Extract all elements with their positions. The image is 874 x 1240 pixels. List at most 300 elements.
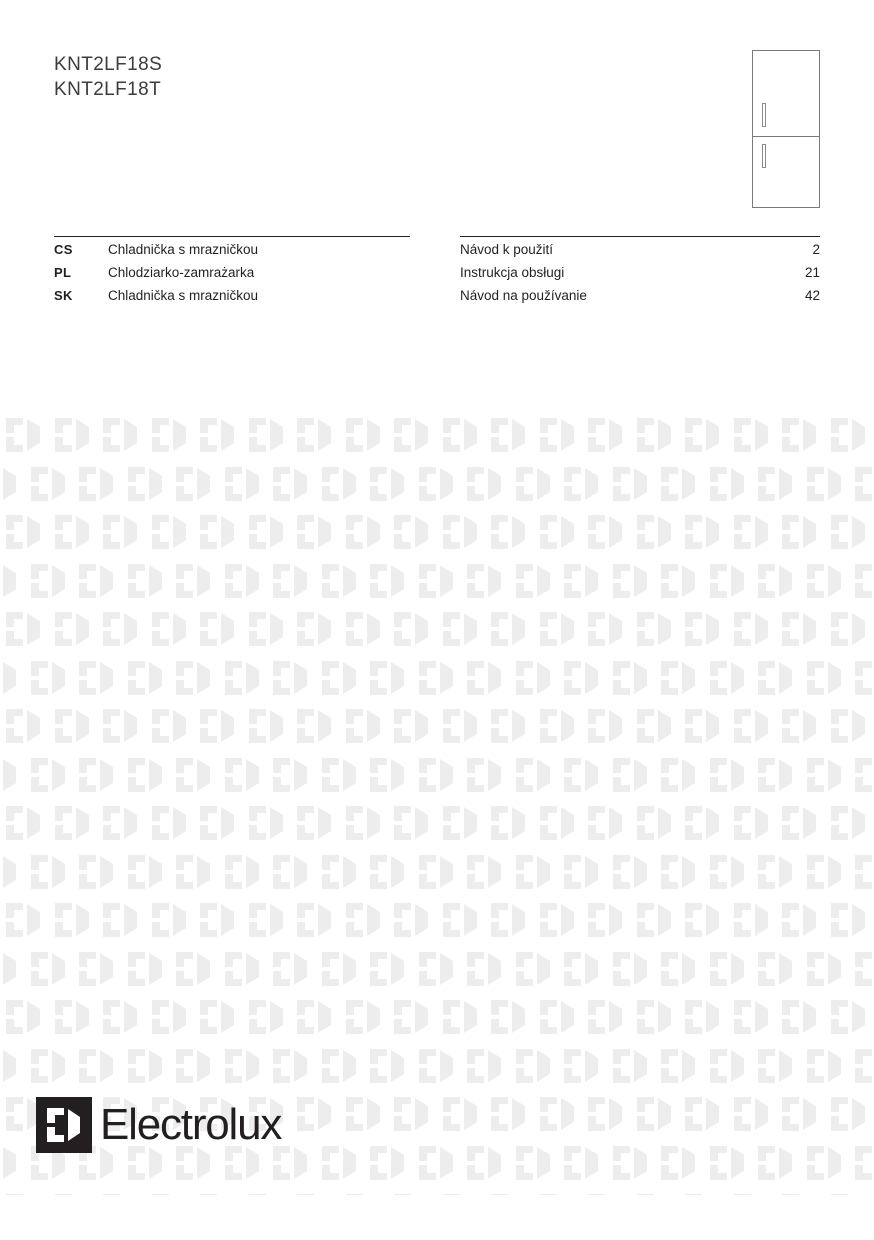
electrolux-mark-icon	[413, 561, 462, 605]
electrolux-mark-icon	[728, 900, 777, 944]
electrolux-mark-icon	[607, 658, 656, 702]
electrolux-mark-icon	[849, 949, 874, 993]
electrolux-mark-icon	[146, 415, 195, 459]
electrolux-mark-icon	[146, 706, 195, 750]
electrolux-mark-icon	[388, 997, 437, 1041]
electrolux-mark-icon	[607, 464, 656, 508]
language-name: Chlodziarko-zamrażarka	[108, 265, 255, 280]
electrolux-mark-icon	[49, 803, 98, 847]
electrolux-mark-icon	[0, 803, 49, 847]
electrolux-mark-icon	[291, 1094, 340, 1138]
electrolux-mark-icon	[97, 706, 146, 750]
electrolux-mark-icon	[364, 852, 413, 896]
electrolux-mark-icon	[49, 1191, 98, 1195]
electrolux-mark-icon	[316, 852, 365, 896]
electrolux-mark-icon	[413, 1143, 462, 1187]
electrolux-mark-icon	[825, 803, 874, 847]
electrolux-mark-icon	[49, 706, 98, 750]
electrolux-mark-icon	[122, 1046, 171, 1090]
electrolux-mark-icon	[776, 609, 825, 653]
electrolux-mark-icon	[752, 852, 801, 896]
electrolux-mark-icon	[25, 852, 74, 896]
electrolux-mark-icon	[122, 658, 171, 702]
watermark-row	[0, 1191, 874, 1195]
electrolux-mark-icon	[219, 658, 268, 702]
electrolux-mark-icon	[340, 512, 389, 556]
electrolux-mark-icon	[25, 561, 74, 605]
watermark-pattern	[0, 415, 874, 1195]
electrolux-mark-icon	[364, 1143, 413, 1187]
electrolux-mark-icon	[146, 512, 195, 556]
watermark-row	[0, 609, 874, 658]
electrolux-mark-icon	[0, 512, 49, 556]
electrolux-mark-icon	[679, 609, 728, 653]
electrolux-mark-icon	[437, 609, 486, 653]
electrolux-mark-icon	[752, 1046, 801, 1090]
electrolux-mark-icon	[97, 997, 146, 1041]
watermark-row	[0, 997, 874, 1046]
electrolux-mark-icon	[364, 561, 413, 605]
electrolux-mark-icon	[752, 755, 801, 799]
electrolux-mark-icon	[267, 658, 316, 702]
electrolux-mark-icon	[704, 658, 753, 702]
electrolux-mark-icon	[461, 852, 510, 896]
electrolux-mark-icon	[776, 1094, 825, 1138]
electrolux-mark-icon	[534, 706, 583, 750]
electrolux-mark-icon	[291, 609, 340, 653]
electrolux-mark-icon	[582, 415, 631, 459]
electrolux-mark-icon	[776, 900, 825, 944]
electrolux-mark-icon	[49, 415, 98, 459]
electrolux-mark-icon	[267, 852, 316, 896]
electrolux-mark-icon	[364, 1046, 413, 1090]
electrolux-mark-icon	[849, 755, 874, 799]
electrolux-mark-icon	[607, 1046, 656, 1090]
electrolux-mark-icon	[631, 706, 680, 750]
electrolux-mark-icon	[291, 900, 340, 944]
electrolux-mark-icon	[825, 512, 874, 556]
electrolux-mark-icon	[146, 997, 195, 1041]
electrolux-mark-icon	[0, 949, 25, 993]
watermark-row	[0, 755, 874, 804]
watermark-row	[0, 706, 874, 755]
electrolux-mark-icon	[461, 658, 510, 702]
page-number: 42	[804, 288, 820, 303]
electrolux-mark-icon	[607, 949, 656, 993]
electrolux-mark-icon	[388, 415, 437, 459]
electrolux-mark-icon	[510, 658, 559, 702]
electrolux-mark-icon	[534, 997, 583, 1041]
electrolux-mark-icon	[437, 512, 486, 556]
electrolux-mark-icon	[0, 609, 49, 653]
electrolux-mark-icon	[267, 561, 316, 605]
electrolux-mark-icon	[752, 949, 801, 993]
electrolux-mark-icon	[849, 561, 874, 605]
language-code: SK	[54, 288, 73, 303]
electrolux-mark-icon	[558, 1046, 607, 1090]
fridge-freezer-icon	[752, 50, 820, 208]
electrolux-mark-icon	[485, 415, 534, 459]
electrolux-wordmark: Electrolux	[100, 1100, 282, 1149]
electrolux-mark-icon	[243, 706, 292, 750]
electrolux-mark-icon	[582, 1191, 631, 1195]
toc-language-column	[54, 236, 410, 306]
electrolux-mark-icon	[243, 512, 292, 556]
electrolux-mark-icon	[849, 1046, 874, 1090]
electrolux-mark-icon	[534, 1094, 583, 1138]
electrolux-mark-icon	[122, 755, 171, 799]
electrolux-mark-icon	[704, 561, 753, 605]
electrolux-mark-icon	[728, 706, 777, 750]
table-row	[460, 239, 820, 260]
electrolux-mark-icon	[219, 755, 268, 799]
electrolux-mark-icon	[316, 464, 365, 508]
watermark-row	[0, 415, 874, 464]
electrolux-mark-icon	[291, 706, 340, 750]
language-name: Chladnička s mrazničkou	[108, 242, 259, 257]
electrolux-mark-icon	[316, 1143, 365, 1187]
electrolux-mark-icon	[437, 706, 486, 750]
electrolux-mark-icon	[461, 755, 510, 799]
electrolux-mark-icon	[825, 415, 874, 459]
table-row	[460, 285, 820, 306]
electrolux-mark-icon	[510, 852, 559, 896]
electrolux-mark-icon	[485, 803, 534, 847]
electrolux-mark-icon	[655, 464, 704, 508]
electrolux-mark-icon	[97, 1191, 146, 1195]
electrolux-mark-icon	[849, 852, 874, 896]
electrolux-mark-icon	[631, 415, 680, 459]
electrolux-mark-icon	[631, 900, 680, 944]
electrolux-mark-icon	[582, 512, 631, 556]
watermark-row	[0, 803, 874, 852]
electrolux-mark-icon	[510, 561, 559, 605]
electrolux-mark-icon	[655, 561, 704, 605]
electrolux-mark-icon	[0, 561, 25, 605]
electrolux-mark-icon	[97, 415, 146, 459]
table-row	[460, 262, 820, 283]
electrolux-mark-icon	[631, 803, 680, 847]
electrolux-mark-icon	[679, 803, 728, 847]
electrolux-mark-icon	[73, 561, 122, 605]
electrolux-mark-icon	[388, 803, 437, 847]
electrolux-mark-icon	[25, 949, 74, 993]
electrolux-mark-icon	[291, 512, 340, 556]
electrolux-mark-icon	[219, 464, 268, 508]
model-number-primary: KNT2LF18S	[54, 54, 163, 75]
electrolux-mark-icon	[0, 464, 25, 508]
electrolux-mark-icon	[267, 755, 316, 799]
electrolux-mark-icon	[728, 609, 777, 653]
electrolux-logo	[36, 1097, 281, 1153]
watermark-row	[0, 852, 874, 901]
electrolux-mark-icon	[510, 1046, 559, 1090]
electrolux-mark-icon	[679, 512, 728, 556]
electrolux-mark-icon	[752, 1143, 801, 1187]
electrolux-mark-icon	[534, 415, 583, 459]
electrolux-mark-icon	[146, 1191, 195, 1195]
electrolux-mark-icon	[267, 949, 316, 993]
electrolux-mark-icon	[73, 949, 122, 993]
page-number: 21	[804, 265, 820, 280]
electrolux-mark-icon	[631, 1094, 680, 1138]
electrolux-mark-icon	[801, 658, 850, 702]
electrolux-mark-icon	[413, 949, 462, 993]
electrolux-mark-icon	[194, 803, 243, 847]
electrolux-mark-icon	[655, 755, 704, 799]
language-code: PL	[54, 265, 72, 280]
electrolux-mark-icon	[655, 852, 704, 896]
electrolux-badge-icon	[36, 1097, 92, 1153]
electrolux-mark-icon	[97, 512, 146, 556]
electrolux-mark-icon	[534, 803, 583, 847]
electrolux-mark-icon	[607, 852, 656, 896]
electrolux-mark-icon	[485, 609, 534, 653]
electrolux-mark-icon	[728, 997, 777, 1041]
electrolux-mark-icon	[582, 1094, 631, 1138]
watermark-row	[0, 1046, 874, 1095]
electrolux-mark-icon	[776, 706, 825, 750]
electrolux-mark-icon	[340, 1191, 389, 1195]
electrolux-mark-icon	[679, 900, 728, 944]
electrolux-mark-icon	[340, 803, 389, 847]
electrolux-mark-icon	[534, 512, 583, 556]
electrolux-mark-icon	[388, 900, 437, 944]
electrolux-mark-icon	[0, 900, 49, 944]
electrolux-mark-icon	[122, 561, 171, 605]
electrolux-mark-icon	[122, 464, 171, 508]
table-row	[54, 262, 410, 283]
electrolux-mark-icon	[485, 997, 534, 1041]
electrolux-mark-icon	[461, 1143, 510, 1187]
electrolux-mark-icon	[0, 1143, 25, 1187]
electrolux-mark-icon	[97, 609, 146, 653]
electrolux-mark-icon	[340, 997, 389, 1041]
electrolux-mark-icon	[316, 1046, 365, 1090]
electrolux-mark-icon	[243, 803, 292, 847]
electrolux-mark-icon	[194, 1191, 243, 1195]
electrolux-mark-icon	[510, 1143, 559, 1187]
electrolux-mark-icon	[801, 755, 850, 799]
electrolux-mark-icon	[0, 755, 25, 799]
electrolux-mark-icon	[704, 1046, 753, 1090]
electrolux-mark-icon	[122, 852, 171, 896]
electrolux-mark-icon	[607, 561, 656, 605]
electrolux-mark-icon	[364, 658, 413, 702]
electrolux-mark-icon	[25, 755, 74, 799]
electrolux-mark-icon	[243, 609, 292, 653]
electrolux-mark-icon	[194, 900, 243, 944]
electrolux-mark-icon	[0, 997, 49, 1041]
electrolux-mark-icon	[679, 997, 728, 1041]
electrolux-mark-icon	[340, 706, 389, 750]
appliance-door-divider	[753, 136, 819, 137]
electrolux-mark-icon	[388, 609, 437, 653]
electrolux-mark-icon	[170, 658, 219, 702]
electrolux-mark-icon	[49, 900, 98, 944]
electrolux-mark-icon	[631, 1191, 680, 1195]
electrolux-mark-icon	[728, 1191, 777, 1195]
electrolux-mark-icon	[679, 706, 728, 750]
electrolux-mark-icon	[607, 755, 656, 799]
toc-title-column	[460, 236, 820, 306]
electrolux-mark-icon	[582, 706, 631, 750]
electrolux-mark-icon	[461, 561, 510, 605]
electrolux-mark-icon	[728, 512, 777, 556]
electrolux-mark-icon	[607, 1143, 656, 1187]
electrolux-mark-icon	[752, 658, 801, 702]
appliance-handle-upper	[762, 103, 766, 127]
electrolux-mark-icon	[582, 900, 631, 944]
electrolux-mark-icon	[801, 1143, 850, 1187]
electrolux-mark-icon	[679, 1094, 728, 1138]
electrolux-mark-icon	[558, 464, 607, 508]
language-name: Chladnička s mrazničkou	[108, 288, 259, 303]
electrolux-mark-icon	[582, 803, 631, 847]
electrolux-mark-icon	[704, 1143, 753, 1187]
electrolux-mark-icon	[219, 561, 268, 605]
electrolux-mark-icon	[413, 658, 462, 702]
electrolux-mark-icon	[97, 803, 146, 847]
electrolux-mark-icon	[340, 609, 389, 653]
electrolux-mark-icon	[437, 415, 486, 459]
electrolux-mark-icon	[340, 415, 389, 459]
electrolux-mark-icon	[0, 852, 25, 896]
electrolux-mark-icon	[776, 1191, 825, 1195]
electrolux-mark-icon	[752, 561, 801, 605]
watermark-row	[0, 949, 874, 998]
electrolux-mark-icon	[704, 755, 753, 799]
electrolux-mark-icon	[485, 512, 534, 556]
page-number: 2	[812, 242, 820, 257]
electrolux-mark-icon	[73, 464, 122, 508]
electrolux-mark-icon	[437, 1191, 486, 1195]
electrolux-mark-icon	[437, 997, 486, 1041]
electrolux-mark-icon	[728, 415, 777, 459]
manual-title: Návod k použití	[460, 242, 554, 257]
electrolux-mark-icon	[243, 415, 292, 459]
electrolux-mark-icon	[849, 658, 874, 702]
electrolux-mark-icon	[801, 464, 850, 508]
electrolux-mark-icon	[704, 852, 753, 896]
electrolux-mark-icon	[170, 464, 219, 508]
electrolux-mark-icon	[243, 900, 292, 944]
electrolux-mark-icon	[122, 949, 171, 993]
electrolux-mark-icon	[413, 755, 462, 799]
electrolux-mark-icon	[316, 658, 365, 702]
electrolux-mark-icon	[340, 900, 389, 944]
electrolux-mark-icon	[170, 1046, 219, 1090]
electrolux-mark-icon	[170, 852, 219, 896]
electrolux-mark-icon	[776, 997, 825, 1041]
watermark-row	[0, 900, 874, 949]
electrolux-mark-icon	[558, 755, 607, 799]
table-row	[54, 285, 410, 306]
electrolux-mark-icon	[0, 1191, 49, 1195]
electrolux-mark-icon	[413, 464, 462, 508]
electrolux-mark-icon	[267, 1046, 316, 1090]
electrolux-mark-icon	[219, 1046, 268, 1090]
electrolux-mark-icon	[558, 658, 607, 702]
electrolux-mark-icon	[631, 997, 680, 1041]
electrolux-mark-icon	[73, 755, 122, 799]
electrolux-mark-icon	[704, 464, 753, 508]
electrolux-mark-icon	[49, 609, 98, 653]
electrolux-mark-icon	[825, 706, 874, 750]
electrolux-mark-icon	[510, 464, 559, 508]
electrolux-mark-icon	[316, 949, 365, 993]
toc-divider-left	[54, 236, 410, 237]
electrolux-mark-icon	[485, 900, 534, 944]
manual-title: Instrukcja obsługi	[460, 265, 565, 280]
electrolux-mark-icon	[364, 464, 413, 508]
electrolux-mark-icon	[655, 658, 704, 702]
electrolux-mark-icon	[219, 949, 268, 993]
electrolux-mark-icon	[510, 755, 559, 799]
electrolux-mark-icon	[801, 561, 850, 605]
electrolux-mark-icon	[364, 949, 413, 993]
electrolux-mark-icon	[73, 852, 122, 896]
electrolux-mark-icon	[291, 1191, 340, 1195]
electrolux-mark-icon	[825, 900, 874, 944]
electrolux-mark-icon	[0, 706, 49, 750]
electrolux-mark-icon	[801, 949, 850, 993]
electrolux-mark-icon	[413, 852, 462, 896]
electrolux-mark-icon	[534, 900, 583, 944]
electrolux-mark-icon	[825, 1191, 874, 1195]
electrolux-mark-icon	[388, 1094, 437, 1138]
electrolux-mark-icon	[291, 415, 340, 459]
electrolux-mark-icon	[582, 997, 631, 1041]
electrolux-mark-icon	[170, 949, 219, 993]
electrolux-mark-icon	[219, 852, 268, 896]
watermark-row	[0, 561, 874, 610]
electrolux-mark-icon	[631, 609, 680, 653]
electrolux-mark-icon	[849, 1143, 874, 1187]
electrolux-mark-icon	[655, 1143, 704, 1187]
electrolux-mark-icon	[73, 1046, 122, 1090]
electrolux-mark-icon	[267, 464, 316, 508]
electrolux-mark-icon	[534, 609, 583, 653]
appliance-handle-lower	[762, 144, 766, 168]
electrolux-mark-icon	[437, 803, 486, 847]
toc-divider-right	[460, 236, 820, 237]
electrolux-mark-icon	[849, 464, 874, 508]
electrolux-mark-icon	[194, 415, 243, 459]
electrolux-mark-icon	[679, 415, 728, 459]
electrolux-mark-icon	[485, 1094, 534, 1138]
electrolux-mark-icon	[146, 803, 195, 847]
watermark-row	[0, 658, 874, 707]
electrolux-mark-icon	[340, 1094, 389, 1138]
manual-title: Návod na používanie	[460, 288, 587, 303]
electrolux-mark-icon	[194, 997, 243, 1041]
electrolux-mark-icon	[194, 706, 243, 750]
electrolux-mark-icon	[534, 1191, 583, 1195]
electrolux-mark-icon	[170, 561, 219, 605]
electrolux-mark-icon	[49, 512, 98, 556]
electrolux-mark-icon	[194, 609, 243, 653]
electrolux-mark-icon	[291, 803, 340, 847]
electrolux-mark-icon	[825, 1094, 874, 1138]
electrolux-mark-icon	[728, 803, 777, 847]
electrolux-mark-icon	[582, 609, 631, 653]
electrolux-mark-icon	[364, 755, 413, 799]
electrolux-mark-icon	[146, 609, 195, 653]
electrolux-mark-icon	[776, 512, 825, 556]
electrolux-mark-icon	[461, 1046, 510, 1090]
electrolux-mark-icon	[558, 1143, 607, 1187]
